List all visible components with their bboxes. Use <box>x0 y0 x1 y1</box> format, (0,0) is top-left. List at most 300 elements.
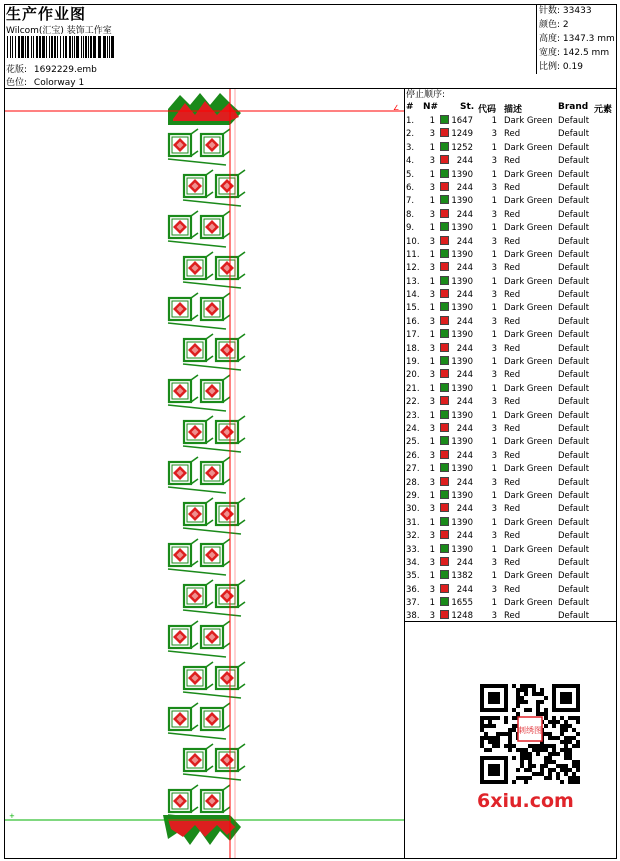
row-needle: 3 <box>429 477 435 488</box>
row-stitches: 244 <box>456 477 473 488</box>
row-code: 3 <box>491 397 497 408</box>
row-desc: Red <box>504 423 521 434</box>
row-code: 3 <box>491 343 497 354</box>
row-num: 8. <box>406 209 415 220</box>
col-code: 代码 <box>478 105 497 115</box>
row-needle: 3 <box>429 397 435 408</box>
row-code: 3 <box>491 450 497 461</box>
embroidery-motif <box>184 744 213 771</box>
row-desc: Dark Green <box>504 276 553 287</box>
row-desc: Dark Green <box>504 464 553 475</box>
row-needle: 1 <box>429 330 435 341</box>
row-needle: 1 <box>429 383 435 394</box>
row-needle: 1 <box>429 142 435 153</box>
row-needle: 3 <box>429 504 435 515</box>
row-num: 19. <box>406 357 420 368</box>
row-stitches: 244 <box>456 370 473 381</box>
stop-sequence-table <box>405 89 617 624</box>
row-brand: Default <box>558 423 590 434</box>
embroidery-motif <box>201 293 230 320</box>
row-needle: 1 <box>429 490 435 501</box>
row-code: 1 <box>491 490 497 501</box>
color-swatch <box>440 262 449 271</box>
row-desc: Red <box>504 397 521 408</box>
row-needle: 3 <box>429 209 435 220</box>
color-swatch <box>440 463 449 472</box>
row-stitches: 1390 <box>451 437 473 448</box>
row-stitches: 1390 <box>451 330 473 341</box>
table-row <box>405 155 617 168</box>
row-num: 29. <box>406 490 420 501</box>
row-needle: 3 <box>429 557 435 568</box>
row-desc: Red <box>504 370 521 381</box>
row-code: 1 <box>491 330 497 341</box>
row-stitches: 244 <box>456 584 473 595</box>
row-stitches: 1390 <box>451 169 473 180</box>
row-num: 31. <box>406 517 420 528</box>
row-desc: Red <box>504 156 521 167</box>
row-stitches: 244 <box>456 397 473 408</box>
row-num: 38. <box>406 611 420 622</box>
row-desc: Dark Green <box>504 383 553 394</box>
embroidery-motif <box>201 621 230 648</box>
row-desc: Dark Green <box>504 517 553 528</box>
company-name: Wilcom(汇宝) 装饰工作室 <box>6 26 112 36</box>
row-code: 1 <box>491 169 497 180</box>
table-row <box>405 517 617 530</box>
row-stitches: 1390 <box>451 276 473 287</box>
color-swatch <box>440 530 449 539</box>
table-body <box>405 115 617 624</box>
row-brand: Default <box>558 517 590 528</box>
table-row <box>405 423 617 436</box>
color-swatch <box>440 182 449 191</box>
row-needle: 1 <box>429 249 435 260</box>
color-swatch <box>440 570 449 579</box>
row-num: 10. <box>406 236 420 247</box>
table-row <box>405 249 617 262</box>
row-code: 1 <box>491 249 497 260</box>
row-code: 3 <box>491 290 497 301</box>
row-stitches: 1252 <box>451 142 473 153</box>
row-num: 36. <box>406 584 420 595</box>
row-code: 3 <box>491 531 497 542</box>
row-code: 1 <box>491 276 497 287</box>
row-brand: Default <box>558 477 590 488</box>
row-code: 3 <box>491 584 497 595</box>
row-needle: 1 <box>429 464 435 475</box>
col-brand: Brand <box>558 102 589 112</box>
color-swatch <box>440 584 449 593</box>
color-swatch <box>440 289 449 298</box>
color-swatch <box>440 195 449 204</box>
row-stitches: 1390 <box>451 196 473 207</box>
row-desc: Dark Green <box>504 410 553 421</box>
row-stitches: 1390 <box>451 544 473 555</box>
row-stitches: 1390 <box>451 464 473 475</box>
row-code: 3 <box>491 263 497 274</box>
row-num: 25. <box>406 437 420 448</box>
row-needle: 1 <box>429 357 435 368</box>
row-desc: Red <box>504 129 521 140</box>
embroidery-drawing <box>5 89 404 858</box>
row-desc: Red <box>504 450 521 461</box>
row-brand: Default <box>558 169 590 180</box>
row-desc: Red <box>504 236 521 247</box>
row-brand: Default <box>558 156 590 167</box>
table-row <box>405 597 617 610</box>
row-brand: Default <box>558 437 590 448</box>
embroidery-motif <box>184 580 213 607</box>
row-code: 3 <box>491 423 497 434</box>
row-brand: Default <box>558 249 590 260</box>
row-stitches: 1390 <box>451 223 473 234</box>
row-stitches: 1390 <box>451 303 473 314</box>
row-num: 20. <box>406 370 420 381</box>
row-stitches: 244 <box>456 504 473 515</box>
qr-logo: 刺绣图 <box>518 726 542 735</box>
embroidery-motif <box>169 703 198 730</box>
embroidery-motif <box>184 662 213 689</box>
color-swatch <box>440 490 449 499</box>
row-needle: 3 <box>429 343 435 354</box>
table-row <box>405 115 617 128</box>
row-code: 1 <box>491 303 497 314</box>
stop-sequence-title: 停止顺序: <box>406 90 446 100</box>
row-num: 13. <box>406 276 420 287</box>
row-desc: Dark Green <box>504 142 553 153</box>
row-desc: Dark Green <box>504 169 553 180</box>
embroidery-motif <box>169 785 198 812</box>
row-num: 24. <box>406 423 420 434</box>
table-row <box>405 503 617 516</box>
row-needle: 1 <box>429 437 435 448</box>
color-swatch <box>440 503 449 512</box>
col-element: 元素 <box>594 105 613 115</box>
table-row <box>405 262 617 275</box>
row-desc: Red <box>504 316 521 327</box>
row-stitches: 1390 <box>451 383 473 394</box>
design-preview <box>5 89 404 858</box>
row-code: 1 <box>491 142 497 153</box>
row-desc: Dark Green <box>504 437 553 448</box>
color-swatch <box>440 249 449 258</box>
row-desc: Dark Green <box>504 544 553 555</box>
table-row <box>405 329 617 342</box>
watermark-text: 6xiu.com <box>477 790 574 812</box>
row-needle: 3 <box>429 182 435 193</box>
row-code: 3 <box>491 156 497 167</box>
pattern-line <box>6 62 97 75</box>
table-row <box>405 383 617 396</box>
table-row <box>405 436 617 449</box>
color-swatch <box>440 557 449 566</box>
row-needle: 1 <box>429 223 435 234</box>
row-needle: 3 <box>429 263 435 274</box>
row-desc: Dark Green <box>504 223 553 234</box>
row-stitches: 244 <box>456 290 473 301</box>
row-needle: 3 <box>429 316 435 327</box>
row-stitches: 1390 <box>451 490 473 501</box>
row-code: 1 <box>491 383 497 394</box>
col-num: # <box>406 102 414 112</box>
row-desc: Dark Green <box>504 357 553 368</box>
row-brand: Default <box>558 450 590 461</box>
table-row <box>405 396 617 409</box>
embroidery-motif <box>184 170 213 197</box>
row-brand: Default <box>558 504 590 515</box>
row-code: 1 <box>491 571 497 582</box>
row-stitches: 244 <box>456 423 473 434</box>
row-needle: 3 <box>429 450 435 461</box>
svg-text:∠: ∠ <box>393 104 400 112</box>
stat-stitches: 针数: 33433 <box>539 6 592 16</box>
row-desc: Red <box>504 557 521 568</box>
table-header <box>405 102 617 115</box>
row-brand: Default <box>558 490 590 501</box>
table-row <box>405 182 617 195</box>
col-stitches: St. <box>460 102 475 112</box>
embroidery-motif <box>201 785 230 812</box>
row-code: 1 <box>491 223 497 234</box>
row-needle: 1 <box>429 169 435 180</box>
row-num: 3. <box>406 142 415 153</box>
embroidery-motif <box>169 375 198 402</box>
row-desc: Red <box>504 611 521 622</box>
row-code: 3 <box>491 209 497 220</box>
row-desc: Red <box>504 343 521 354</box>
color-swatch <box>440 410 449 419</box>
stat-height: 高度: 1347.3 mm <box>539 34 615 44</box>
embroidery-motif <box>169 293 198 320</box>
row-num: 23. <box>406 410 420 421</box>
row-num: 34. <box>406 557 420 568</box>
embroidery-motif <box>184 334 213 361</box>
embroidery-motif <box>201 211 230 238</box>
embroidery-motif <box>169 539 198 566</box>
stat-width: 宽度: 142.5 mm <box>539 48 610 58</box>
row-num: 18. <box>406 343 420 354</box>
row-brand: Default <box>558 410 590 421</box>
row-code: 1 <box>491 517 497 528</box>
row-num: 12. <box>406 263 420 274</box>
row-brand: Default <box>558 116 590 126</box>
row-stitches: 244 <box>456 531 473 542</box>
table-row <box>405 463 617 476</box>
row-stitches: 244 <box>456 236 473 247</box>
row-num: 5. <box>406 169 415 180</box>
row-code: 1 <box>491 196 497 207</box>
row-brand: Default <box>558 598 590 609</box>
row-brand: Default <box>558 303 590 314</box>
row-num: 4. <box>406 156 415 167</box>
row-needle: 1 <box>429 571 435 582</box>
row-code: 1 <box>491 357 497 368</box>
row-brand: Default <box>558 316 590 327</box>
table-row <box>405 142 617 155</box>
row-needle: 3 <box>429 236 435 247</box>
embroidery-motif <box>184 252 213 279</box>
row-brand: Default <box>558 464 590 475</box>
row-stitches: 1249 <box>451 129 473 140</box>
row-code: 1 <box>491 464 497 475</box>
row-brand: Default <box>558 370 590 381</box>
row-brand: Default <box>558 544 590 555</box>
row-desc: Red <box>504 531 521 542</box>
row-brand: Default <box>558 531 590 542</box>
row-num: 37. <box>406 598 420 609</box>
barcode <box>7 36 115 58</box>
row-num: 15. <box>406 303 420 314</box>
row-num: 35. <box>406 571 420 582</box>
row-desc: Red <box>504 584 521 595</box>
row-num: 26. <box>406 450 420 461</box>
row-stitches: 1390 <box>451 517 473 528</box>
row-brand: Default <box>558 236 590 247</box>
row-code: 3 <box>491 370 497 381</box>
row-needle: 1 <box>429 303 435 314</box>
color-swatch <box>440 329 449 338</box>
table-row <box>405 316 617 329</box>
row-stitches: 244 <box>456 316 473 327</box>
row-brand: Default <box>558 263 590 274</box>
row-stitches: 1248 <box>451 611 473 622</box>
embroidery-motif <box>201 129 230 156</box>
row-brand: Default <box>558 397 590 408</box>
color-swatch <box>440 128 449 137</box>
table-row <box>405 584 617 597</box>
embroidery-motif <box>169 457 198 484</box>
color-swatch <box>440 610 449 619</box>
row-desc: Red <box>504 263 521 274</box>
color-swatch <box>440 343 449 352</box>
color-swatch <box>440 383 449 392</box>
table-row <box>405 490 617 503</box>
row-needle: 3 <box>429 370 435 381</box>
table-row <box>405 236 617 249</box>
color-swatch <box>440 450 449 459</box>
row-brand: Default <box>558 383 590 394</box>
table-row <box>405 169 617 182</box>
col-needle: N# <box>423 102 439 112</box>
row-num: 28. <box>406 477 420 488</box>
row-stitches: 1390 <box>451 357 473 368</box>
embroidery-motif <box>201 457 230 484</box>
row-needle: 3 <box>429 290 435 301</box>
row-needle: 1 <box>429 410 435 421</box>
row-code: 3 <box>491 236 497 247</box>
row-desc: Dark Green <box>504 196 553 207</box>
row-stitches: 244 <box>456 156 473 167</box>
row-brand: Default <box>558 290 590 301</box>
table-row <box>405 610 617 623</box>
row-needle: 3 <box>429 531 435 542</box>
table-row <box>405 222 617 235</box>
row-needle: 1 <box>429 116 435 126</box>
row-desc: Red <box>504 477 521 488</box>
color-swatch <box>440 544 449 553</box>
color-swatch <box>440 369 449 378</box>
row-brand: Default <box>558 330 590 341</box>
row-stitches: 1390 <box>451 410 473 421</box>
row-brand: Default <box>558 557 590 568</box>
color-swatch <box>440 276 449 285</box>
table-row <box>405 410 617 423</box>
embroidery-motif <box>184 416 213 443</box>
color-swatch <box>440 209 449 218</box>
colorway-value: Colorway 1 <box>33 78 85 88</box>
color-swatch <box>440 142 449 151</box>
row-code: 3 <box>491 611 497 622</box>
row-desc: Dark Green <box>504 598 553 609</box>
row-num: 9. <box>406 223 415 234</box>
row-brand: Default <box>558 276 590 287</box>
color-swatch <box>440 169 449 178</box>
row-brand: Default <box>558 611 590 622</box>
table-row <box>405 356 617 369</box>
row-stitches: 244 <box>456 209 473 220</box>
row-stitches: 244 <box>456 343 473 354</box>
row-needle: 1 <box>429 276 435 287</box>
row-stitches: 244 <box>456 182 473 193</box>
table-row <box>405 209 617 222</box>
color-swatch <box>440 155 449 164</box>
col-desc: 描述 <box>504 105 523 115</box>
table-row <box>405 544 617 557</box>
row-stitches: 244 <box>456 557 473 568</box>
color-swatch <box>440 597 449 606</box>
embroidery-motif <box>201 703 230 730</box>
colorway-line <box>6 75 84 88</box>
row-desc: Dark Green <box>504 116 553 126</box>
row-code: 3 <box>491 316 497 327</box>
row-code: 1 <box>491 598 497 609</box>
embroidery-motif <box>201 375 230 402</box>
table-row <box>405 557 617 570</box>
row-needle: 3 <box>429 584 435 595</box>
table-row <box>405 570 617 583</box>
row-num: 7. <box>406 196 415 207</box>
table-row <box>405 276 617 289</box>
table-row <box>405 343 617 356</box>
table-row <box>405 450 617 463</box>
stat-colors: 颜色: 2 <box>539 20 569 30</box>
row-num: 14. <box>406 290 420 301</box>
row-num: 11. <box>406 249 420 260</box>
color-swatch <box>440 356 449 365</box>
table-row <box>405 195 617 208</box>
row-brand: Default <box>558 584 590 595</box>
row-brand: Default <box>558 357 590 368</box>
row-stitches: 244 <box>456 263 473 274</box>
row-needle: 1 <box>429 598 435 609</box>
color-swatch <box>440 222 449 231</box>
pattern-value: 1692229.emb <box>33 65 97 75</box>
row-num: 21. <box>406 383 420 394</box>
row-code: 3 <box>491 182 497 193</box>
embroidery-motif <box>169 211 198 238</box>
stats-box <box>536 4 618 74</box>
table-row <box>405 530 617 543</box>
embroidery-motif <box>169 621 198 648</box>
row-code: 3 <box>491 129 497 140</box>
row-needle: 3 <box>429 611 435 622</box>
stat-scale: 比例: 0.19 <box>539 62 583 72</box>
row-num: 33. <box>406 544 420 555</box>
color-swatch <box>440 423 449 432</box>
row-num: 2. <box>406 129 415 140</box>
row-num: 6. <box>406 182 415 193</box>
